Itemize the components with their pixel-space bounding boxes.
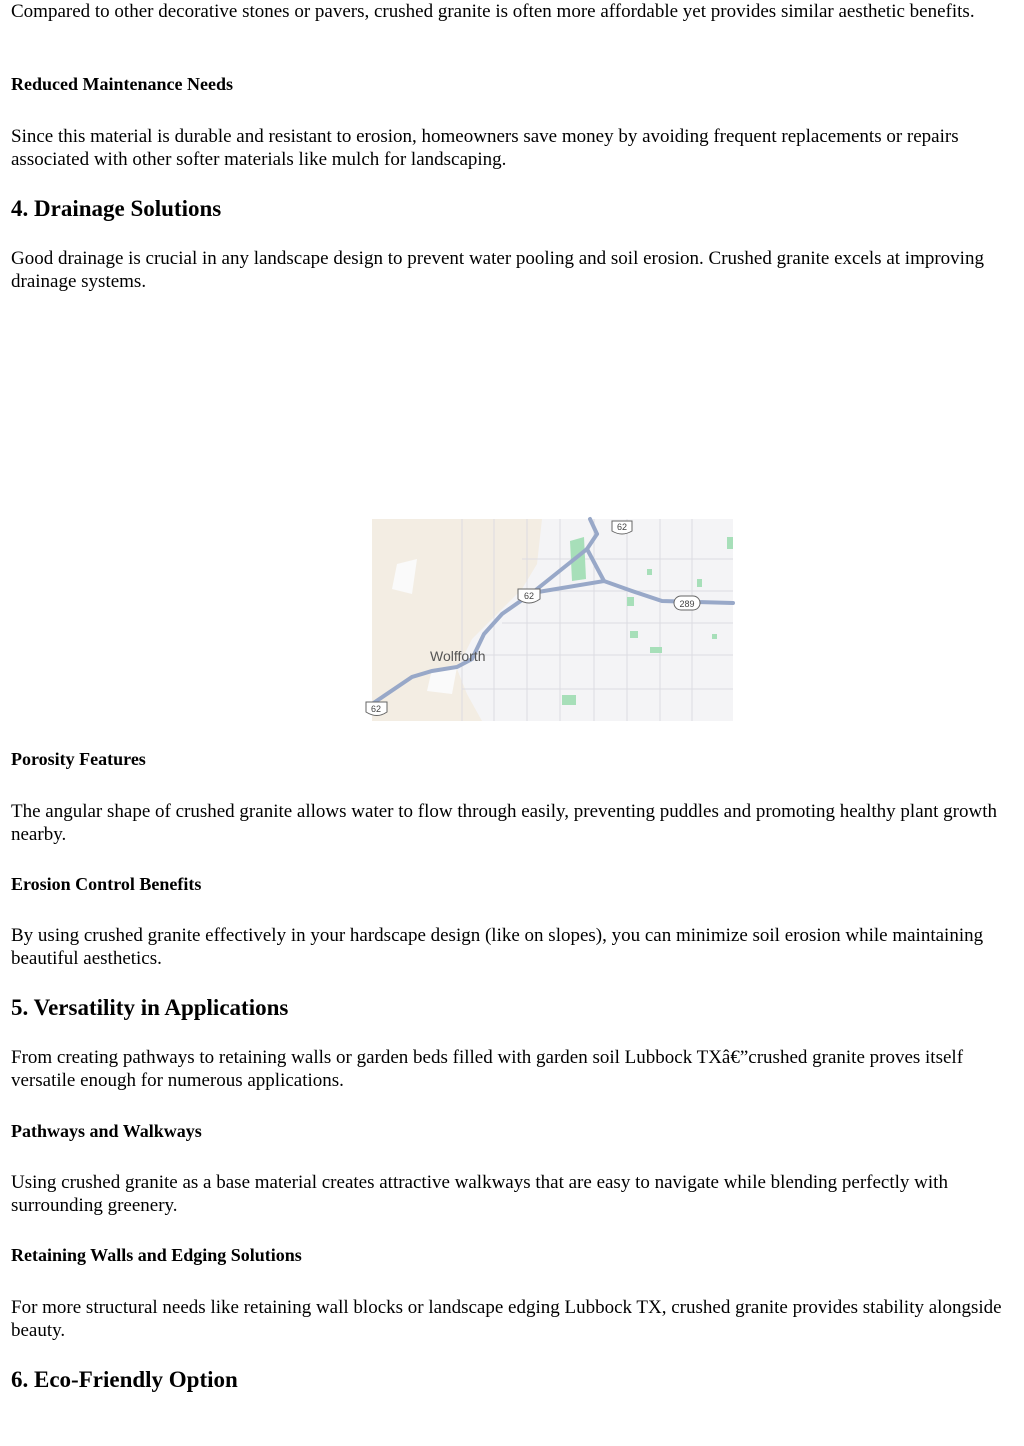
paragraph-retaining: For more structural needs like retaining wall blocks or landscape edging Lubbock TX, crushed granite provides stability alongside beauty. bbox=[11, 1297, 1002, 1341]
sh-289-shield-label: 289 bbox=[679, 599, 695, 609]
paragraph-drainage: Good drainage is crucial in any landscape design to prevent water pooling and soil erosion. Crushed granite excels at improving drainage systems. bbox=[11, 248, 984, 292]
heading-versatility: 5. Versatility in Applications bbox=[11, 995, 289, 1020]
paragraph-porosity: The angular shape of crushed granite allows water to flow through easily, preventing puddles and promoting healthy plant growth nearby. bbox=[11, 801, 997, 845]
heading-eco-friendly: 6. Eco-Friendly Option bbox=[11, 1367, 238, 1392]
sh-289-shield bbox=[674, 596, 700, 610]
us-62-shield-left-label: 62 bbox=[370, 704, 382, 714]
paragraph-versatility: From creating pathways to retaining walls or garden beds filled with garden soil Lubbock TXâ€”crushed granite proves itself versatile enough for numerous applications. bbox=[11, 1047, 964, 1091]
map-place-label: Wolfforth bbox=[430, 648, 486, 664]
heading-pathways: Pathways and Walkways bbox=[11, 1121, 202, 1141]
us-62-shield-top-label: 62 bbox=[616, 522, 628, 532]
heading-retaining-walls: Retaining Walls and Edging Solutions bbox=[11, 1245, 302, 1265]
heading-drainage-solutions: 4. Drainage Solutions bbox=[11, 196, 222, 221]
map-image bbox=[372, 519, 733, 721]
paragraph-pathways: Using crushed granite as a base material creates attractive walkways that are easy to navigate while blending perfectly with surrounding greenery. bbox=[11, 1172, 948, 1216]
paragraph-affordability: Compared to other decorative stones or pavers, crushed granite is often more affordable yet provides similar aesthetic benefits. bbox=[11, 1, 975, 22]
paragraph-maintenance: Since this material is durable and resistant to erosion, homeowners save money by avoiding frequent replacements or repairs associated with other softer materials like mulch for landscaping. bbox=[11, 126, 959, 170]
us-62-shield-mid-label: 62 bbox=[523, 591, 535, 601]
heading-erosion-control: Erosion Control Benefits bbox=[11, 874, 202, 894]
heading-porosity-features: Porosity Features bbox=[11, 749, 146, 769]
heading-reduced-maintenance: Reduced Maintenance Needs bbox=[11, 74, 233, 94]
us-62-shield-left bbox=[366, 702, 387, 716]
paragraph-erosion: By using crushed granite effectively in your hardscape design (like on slopes), you can minimize soil erosion while maintaining beautiful aesthetics. bbox=[11, 925, 984, 969]
us-62-shield-mid bbox=[518, 589, 540, 603]
us-62-shield-top bbox=[612, 521, 632, 534]
